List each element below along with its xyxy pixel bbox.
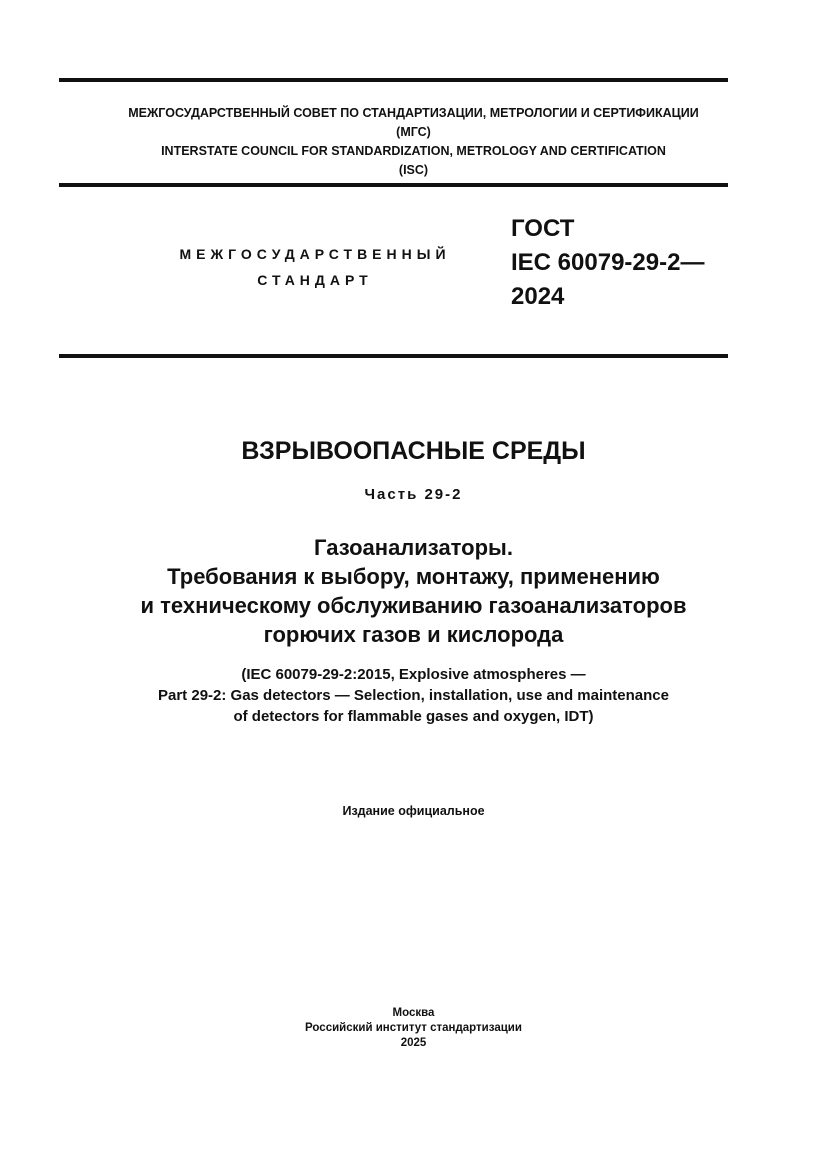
- imprint-year: 2025: [400, 1037, 427, 1049]
- standard-code-line1: ГОСТ: [511, 215, 575, 242]
- imprint-publisher: Российский институт стандартизации: [305, 1022, 522, 1034]
- standard-type-line1: МЕЖГОСУДАРСТВЕННЫЙ: [179, 246, 451, 262]
- code-rule: [59, 354, 728, 358]
- subtitle: [0, 533, 827, 649]
- standard-code-line3: 2024: [511, 283, 565, 310]
- council-ru-abbr: (МГС): [396, 125, 431, 139]
- subtitle-line: Газоанализаторы.: [314, 535, 513, 560]
- subtitle-line: и техническому обслуживанию газоанализаторов: [140, 593, 687, 618]
- english-line: (IEC 60079-29-2:2015, Explosive atmospheres —: [241, 666, 586, 683]
- english-line: of detectors for flammable gases and oxygen, IDT): [233, 708, 594, 725]
- council-en: INTERSTATE COUNCIL FOR STANDARDIZATION, METROLOGY AND CERTIFICATION: [161, 144, 666, 158]
- main-title: ВЗРЫВООПАСНЫЕ СРЕДЫ: [241, 437, 586, 465]
- edition-label: Издание официальное: [342, 804, 485, 818]
- imprint: [0, 1006, 827, 1051]
- standard-code-line2: IEC 60079-29-2—: [511, 249, 705, 276]
- top-rule: [59, 78, 728, 82]
- english-title: [0, 664, 827, 727]
- imprint-city: Москва: [392, 1007, 435, 1019]
- subtitle-line: горючих газов и кислорода: [263, 622, 564, 647]
- council-ru: МЕЖГОСУДАРСТВЕННЫЙ СОВЕТ ПО СТАНДАРТИЗАЦИИ, МЕТРОЛОГИИ И СЕРТИФИКАЦИИ: [128, 106, 699, 120]
- standard-type-line2: СТАНДАРТ: [257, 272, 373, 288]
- subtitle-line: Требования к выбору, монтажу, применению: [167, 564, 660, 589]
- council-block: [0, 104, 827, 180]
- standard-type: [150, 241, 480, 293]
- part-label: Часть 29-2: [364, 486, 463, 503]
- english-line: Part 29-2: Gas detectors — Selection, installation, use and maintenance: [158, 687, 669, 704]
- header-rule: [59, 183, 728, 187]
- council-en-abbr: (ISC): [398, 163, 429, 177]
- standard-code: [511, 212, 704, 314]
